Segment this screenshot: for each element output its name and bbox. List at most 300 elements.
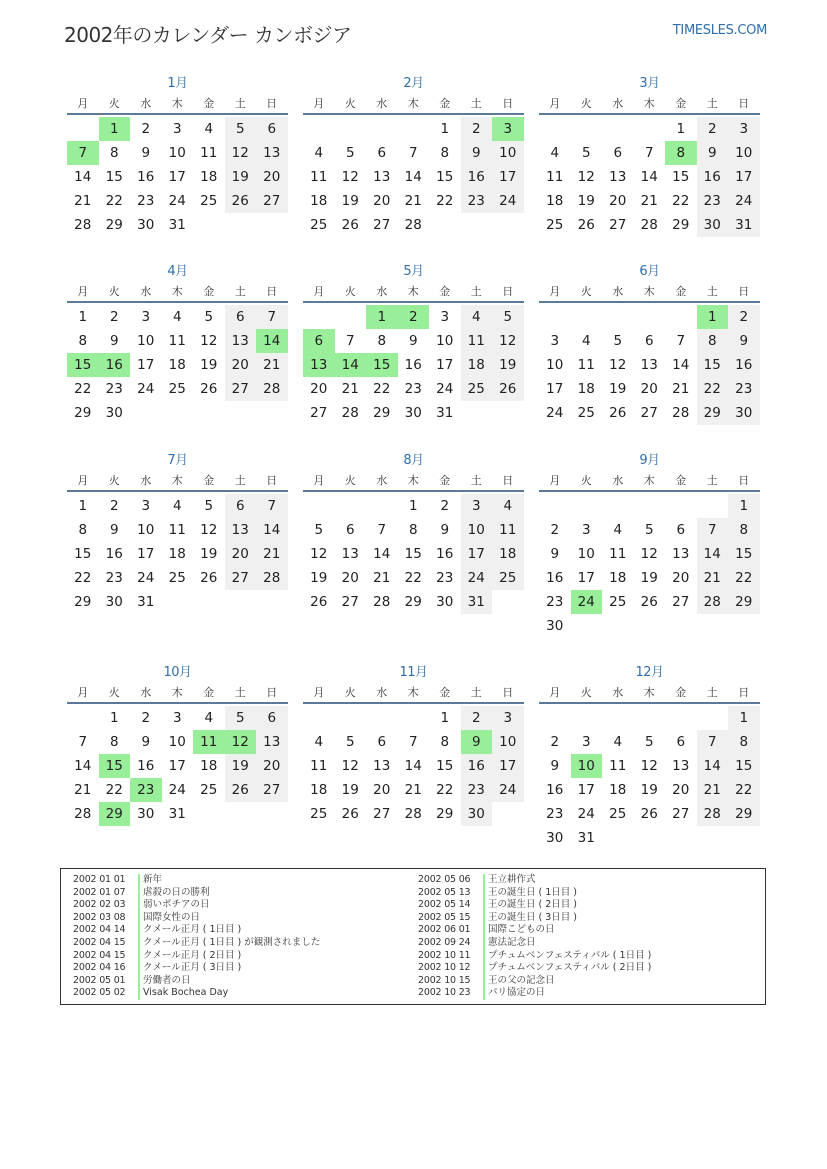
day-cell: 29: [373, 405, 391, 421]
day-cell: 20: [672, 570, 690, 586]
day-cell: 20: [640, 381, 658, 397]
day-cell: 12: [225, 730, 257, 754]
day-cell: 9: [141, 734, 151, 750]
holiday-name: 国際女性の日: [143, 911, 201, 923]
day-cell: 28: [341, 405, 359, 421]
day-cell: 15: [728, 754, 760, 778]
day-cell: 2: [141, 121, 151, 137]
day-cell: 27: [256, 189, 288, 213]
holiday-name: 王の父の記念日: [488, 974, 555, 986]
empty-cell: [539, 494, 571, 518]
day-cell: 13: [373, 758, 391, 774]
day-cell: 8: [408, 522, 418, 538]
holiday-name: クメール正月 ( 2日目 ): [143, 949, 242, 961]
day-cell: 7: [697, 730, 729, 754]
weekday-label: 月: [313, 686, 325, 699]
day-cell: 21: [74, 193, 92, 209]
weekday-label: 日: [738, 686, 750, 699]
day-cell: 8: [377, 333, 387, 349]
holiday-name: クメール正月 ( 1日目 ): [143, 924, 242, 936]
weekday-label: 水: [612, 686, 624, 699]
day-cell: 16: [461, 754, 493, 778]
empty-cell: [634, 117, 666, 141]
day-cell: 20: [609, 193, 627, 209]
holiday-entry: [418, 899, 651, 912]
weekday-header: [539, 282, 760, 303]
day-cell: 2: [728, 305, 760, 329]
day-cell: 20: [672, 782, 690, 798]
day-cell: 2: [461, 706, 493, 730]
holiday-name: クメール正月 ( 1日目 ) が観測されました: [143, 936, 321, 948]
holiday-entry: [418, 987, 651, 1000]
month-name: 4月: [167, 264, 188, 279]
holiday-entry: [73, 874, 320, 887]
month-7: [67, 451, 288, 614]
day-cell: 16: [99, 353, 131, 377]
day-cell: 2: [440, 498, 450, 514]
day-cell: 15: [67, 353, 99, 377]
day-cell: 9: [109, 333, 119, 349]
day-cell: 17: [577, 782, 595, 798]
day-cell: 13: [640, 357, 658, 373]
page-title: 2002年のカレンダー カンボジア: [64, 23, 352, 47]
weekday-label: 水: [376, 97, 388, 110]
day-cell: 22: [697, 377, 729, 401]
month-9: [539, 451, 760, 638]
weekday-label: 火: [108, 474, 120, 487]
day-cell: 28: [697, 590, 729, 614]
holiday-entry: [418, 874, 651, 887]
holiday-entry: [73, 937, 320, 950]
day-cell: 30: [105, 405, 123, 421]
day-cell: 14: [74, 758, 92, 774]
day-cell: 28: [256, 377, 288, 401]
empty-cell: [335, 305, 367, 329]
empty-cell: [634, 706, 666, 730]
day-cell: 30: [137, 217, 155, 233]
day-cell: 12: [609, 357, 627, 373]
day-cell: 29: [105, 217, 123, 233]
day-cell: 22: [404, 570, 422, 586]
day-cell: 17: [168, 169, 186, 185]
holiday-entry: [73, 975, 320, 988]
day-cell: 17: [137, 357, 155, 373]
month-1: [67, 74, 288, 237]
day-cell: 24: [461, 566, 493, 590]
day-cell: 3: [172, 710, 182, 726]
day-cell: 5: [581, 145, 591, 161]
day-cell: 8: [665, 141, 697, 165]
weekday-label: 金: [439, 97, 451, 110]
empty-cell: [571, 305, 603, 329]
day-cell: 5: [204, 498, 214, 514]
day-cell: 2: [109, 309, 119, 325]
weekday-label: 日: [266, 686, 278, 699]
holiday-entry: [418, 887, 651, 900]
day-cell: 24: [137, 570, 155, 586]
day-cell: 25: [200, 193, 218, 209]
holiday-date: 2002 10 12: [418, 962, 485, 975]
day-cell: 14: [672, 357, 690, 373]
day-cell: 22: [74, 570, 92, 586]
day-cell: 1: [728, 706, 760, 730]
day-cell: 19: [225, 165, 257, 189]
day-cell: 5: [644, 734, 654, 750]
day-cell: 3: [581, 734, 591, 750]
weekday-label: 木: [643, 97, 655, 110]
day-cell: 17: [436, 357, 454, 373]
site-logo[interactable]: TIMESLES.COM: [672, 23, 767, 38]
weekday-label: 土: [234, 474, 246, 487]
day-cell: 11: [310, 169, 328, 185]
day-cell: 13: [256, 730, 288, 754]
day-cell: 12: [200, 333, 218, 349]
day-cell: 10: [137, 333, 155, 349]
day-cell: 16: [404, 357, 422, 373]
weekday-label: 土: [706, 474, 718, 487]
day-cell: 31: [728, 213, 760, 237]
day-cell: 25: [461, 377, 493, 401]
day-cell: 13: [303, 353, 335, 377]
holiday-legend-right: [418, 874, 651, 1000]
day-cell: 4: [492, 494, 524, 518]
day-cell: 12: [341, 758, 359, 774]
day-cell: 8: [109, 145, 119, 161]
day-cell: 29: [99, 802, 131, 826]
empty-cell: [571, 706, 603, 730]
day-cell: 30: [546, 830, 564, 846]
day-cell: 5: [225, 706, 257, 730]
day-cell: 14: [404, 169, 422, 185]
day-cell: 9: [109, 522, 119, 538]
weekday-label: 金: [203, 285, 215, 298]
weekday-label: 土: [706, 285, 718, 298]
month-11: [303, 663, 524, 826]
weekday-label: 木: [171, 474, 183, 487]
day-cell: 1: [366, 305, 398, 329]
day-cell: 12: [310, 546, 328, 562]
holiday-date: 2002 05 14: [418, 899, 485, 912]
weekday-label: 木: [171, 97, 183, 110]
day-cell: 20: [373, 193, 391, 209]
day-cell: 23: [105, 381, 123, 397]
day-cell: 26: [310, 594, 328, 610]
month-name: 12月: [635, 665, 664, 680]
day-cell: 15: [404, 546, 422, 562]
day-cell: 7: [345, 333, 355, 349]
day-cell: 17: [492, 165, 524, 189]
day-cell: 24: [571, 590, 603, 614]
day-cell: 11: [609, 758, 627, 774]
day-cell: 14: [335, 353, 367, 377]
holiday-name: クメール正月 ( 3日目 ): [143, 962, 242, 974]
empty-cell: [366, 117, 398, 141]
day-cell: 12: [577, 169, 595, 185]
day-cell: 7: [644, 145, 654, 161]
holiday-entry: [418, 924, 651, 937]
day-cell: 17: [461, 542, 493, 566]
weekday-label: 土: [470, 285, 482, 298]
day-cell: 10: [492, 730, 524, 754]
day-cell: 4: [204, 121, 214, 137]
day-cell: 9: [550, 758, 560, 774]
empty-cell: [697, 494, 729, 518]
month-name: 2月: [403, 76, 424, 91]
day-cell: 30: [697, 213, 729, 237]
day-cell: 24: [436, 381, 454, 397]
day-cell: 14: [256, 329, 288, 353]
empty-cell: [539, 706, 571, 730]
day-grid: [539, 305, 760, 425]
day-cell: 7: [256, 494, 288, 518]
day-cell: 11: [200, 145, 218, 161]
day-cell: 25: [546, 217, 564, 233]
day-cell: 9: [550, 546, 560, 562]
empty-cell: [335, 706, 367, 730]
holiday-name: 王の誕生日 ( 3日目 ): [488, 911, 578, 923]
day-cell: 16: [697, 165, 729, 189]
weekday-label: 金: [439, 285, 451, 298]
day-cell: 3: [440, 309, 450, 325]
day-cell: 9: [461, 730, 493, 754]
day-cell: 14: [697, 754, 729, 778]
day-cell: 28: [74, 217, 92, 233]
weekday-header: [539, 471, 760, 492]
empty-cell: [67, 117, 99, 141]
day-cell: 16: [137, 169, 155, 185]
holiday-entry: [73, 912, 320, 925]
day-cell: 7: [408, 734, 418, 750]
weekday-label: 日: [502, 97, 514, 110]
weekday-label: 金: [439, 686, 451, 699]
empty-cell: [602, 494, 634, 518]
day-cell: 22: [373, 381, 391, 397]
day-cell: 4: [550, 145, 560, 161]
day-cell: 16: [546, 782, 564, 798]
weekday-label: 木: [407, 686, 419, 699]
weekday-label: 水: [140, 97, 152, 110]
day-cell: 18: [168, 357, 186, 373]
holiday-date: 2002 04 15: [73, 950, 140, 963]
day-cell: 7: [377, 522, 387, 538]
day-cell: 22: [105, 193, 123, 209]
day-cell: 21: [404, 782, 422, 798]
day-cell: 6: [676, 734, 686, 750]
month-name: 9月: [639, 453, 660, 468]
day-cell: 1: [440, 121, 450, 137]
weekday-label: 火: [580, 97, 592, 110]
empty-cell: [366, 494, 398, 518]
day-cell: 5: [204, 309, 214, 325]
day-cell: 23: [546, 806, 564, 822]
day-cell: 23: [436, 570, 454, 586]
weekday-label: 月: [549, 686, 561, 699]
weekday-label: 水: [612, 97, 624, 110]
day-cell: 16: [105, 546, 123, 562]
empty-cell: [539, 117, 571, 141]
day-cell: 18: [577, 381, 595, 397]
day-cell: 23: [546, 594, 564, 610]
weekday-label: 土: [234, 285, 246, 298]
month-5: [303, 262, 524, 425]
day-cell: 24: [492, 778, 524, 802]
weekday-label: 土: [470, 97, 482, 110]
day-cell: 6: [225, 305, 257, 329]
weekday-header: [303, 94, 524, 115]
empty-cell: [634, 305, 666, 329]
day-cell: 18: [461, 353, 493, 377]
day-cell: 5: [225, 117, 257, 141]
day-cell: 25: [609, 594, 627, 610]
day-cell: 24: [168, 782, 186, 798]
day-cell: 1: [78, 309, 88, 325]
day-cell: 27: [225, 377, 257, 401]
holiday-date: 2002 04 14: [73, 924, 140, 937]
day-cell: 18: [546, 193, 564, 209]
weekday-header: [303, 282, 524, 303]
day-cell: 25: [609, 806, 627, 822]
day-cell: 19: [200, 546, 218, 562]
day-cell: 30: [105, 594, 123, 610]
day-cell: 4: [613, 734, 623, 750]
day-cell: 10: [461, 518, 493, 542]
day-cell: 6: [345, 522, 355, 538]
day-cell: 23: [697, 189, 729, 213]
day-cell: 29: [728, 590, 760, 614]
day-cell: 19: [609, 381, 627, 397]
day-cell: 11: [609, 546, 627, 562]
holiday-legend: [60, 868, 766, 1005]
day-cell: 2: [141, 710, 151, 726]
day-cell: 1: [99, 117, 131, 141]
day-cell: 30: [461, 802, 493, 826]
month-name: 8月: [403, 453, 424, 468]
day-cell: 4: [461, 305, 493, 329]
weekday-label: 火: [108, 285, 120, 298]
day-cell: 21: [74, 782, 92, 798]
day-cell: 30: [728, 401, 760, 425]
month-8: [303, 451, 524, 614]
weekday-label: 日: [738, 285, 750, 298]
day-cell: 26: [640, 806, 658, 822]
day-cell: 23: [105, 570, 123, 586]
day-cell: 16: [137, 758, 155, 774]
day-cell: 13: [225, 518, 257, 542]
empty-cell: [602, 117, 634, 141]
holiday-entry: [73, 924, 320, 937]
holiday-name: 国際こどもの日: [488, 924, 555, 936]
day-cell: 8: [728, 518, 760, 542]
weekday-label: 木: [407, 474, 419, 487]
day-cell: 29: [672, 217, 690, 233]
empty-cell: [602, 706, 634, 730]
day-cell: 10: [577, 546, 595, 562]
day-cell: 8: [440, 734, 450, 750]
weekday-label: 月: [77, 97, 89, 110]
day-cell: 12: [492, 329, 524, 353]
empty-cell: [602, 305, 634, 329]
month-10: [67, 663, 288, 826]
month-name: 5月: [403, 264, 424, 279]
weekday-label: 火: [344, 474, 356, 487]
day-cell: 14: [404, 758, 422, 774]
weekday-label: 土: [234, 686, 246, 699]
weekday-header: [539, 683, 760, 704]
day-cell: 13: [672, 546, 690, 562]
day-cell: 29: [697, 401, 729, 425]
day-cell: 6: [377, 734, 387, 750]
day-cell: 8: [697, 329, 729, 353]
day-cell: 14: [74, 169, 92, 185]
day-cell: 15: [436, 758, 454, 774]
day-cell: 15: [366, 353, 398, 377]
holiday-name: 王立耕作式: [488, 874, 536, 885]
empty-cell: [303, 305, 335, 329]
empty-cell: [571, 494, 603, 518]
day-cell: 27: [310, 405, 328, 421]
day-cell: 3: [550, 333, 560, 349]
day-cell: 13: [672, 758, 690, 774]
day-cell: 24: [546, 405, 564, 421]
day-cell: 3: [172, 121, 182, 137]
day-cell: 24: [137, 381, 155, 397]
weekday-label: 火: [108, 97, 120, 110]
holiday-date: 2002 04 16: [73, 962, 140, 975]
holiday-date: 2002 05 13: [418, 887, 485, 900]
day-cell: 11: [168, 522, 186, 538]
weekday-label: 水: [140, 686, 152, 699]
day-cell: 20: [256, 165, 288, 189]
day-grid: [303, 494, 524, 614]
day-cell: 10: [728, 141, 760, 165]
holiday-date: 2002 01 01: [73, 874, 140, 887]
month-name: 3月: [639, 76, 660, 91]
day-cell: 13: [373, 169, 391, 185]
day-cell: 28: [404, 806, 422, 822]
day-cell: 31: [436, 405, 454, 421]
empty-cell: [335, 117, 367, 141]
day-cell: 6: [377, 145, 387, 161]
day-cell: 26: [225, 778, 257, 802]
month-4: [67, 262, 288, 425]
day-cell: 8: [78, 522, 88, 538]
day-cell: 4: [172, 498, 182, 514]
day-cell: 28: [697, 802, 729, 826]
day-cell: 6: [676, 522, 686, 538]
day-cell: 24: [577, 806, 595, 822]
weekday-header: [67, 282, 288, 303]
day-cell: 6: [644, 333, 654, 349]
day-cell: 18: [200, 758, 218, 774]
day-cell: 11: [193, 730, 225, 754]
weekday-label: 木: [643, 474, 655, 487]
day-cell: 21: [373, 570, 391, 586]
day-cell: 28: [256, 566, 288, 590]
weekday-label: 土: [706, 686, 718, 699]
holiday-legend-left: [73, 874, 320, 1000]
day-cell: 6: [303, 329, 335, 353]
day-cell: 12: [640, 546, 658, 562]
day-cell: 26: [200, 570, 218, 586]
day-cell: 18: [200, 169, 218, 185]
holiday-entry: [418, 937, 651, 950]
holiday-entry: [73, 899, 320, 912]
day-cell: 12: [225, 141, 257, 165]
holiday-date: 2002 10 11: [418, 950, 485, 963]
empty-cell: [366, 706, 398, 730]
day-cell: 9: [728, 329, 760, 353]
day-cell: 28: [373, 594, 391, 610]
